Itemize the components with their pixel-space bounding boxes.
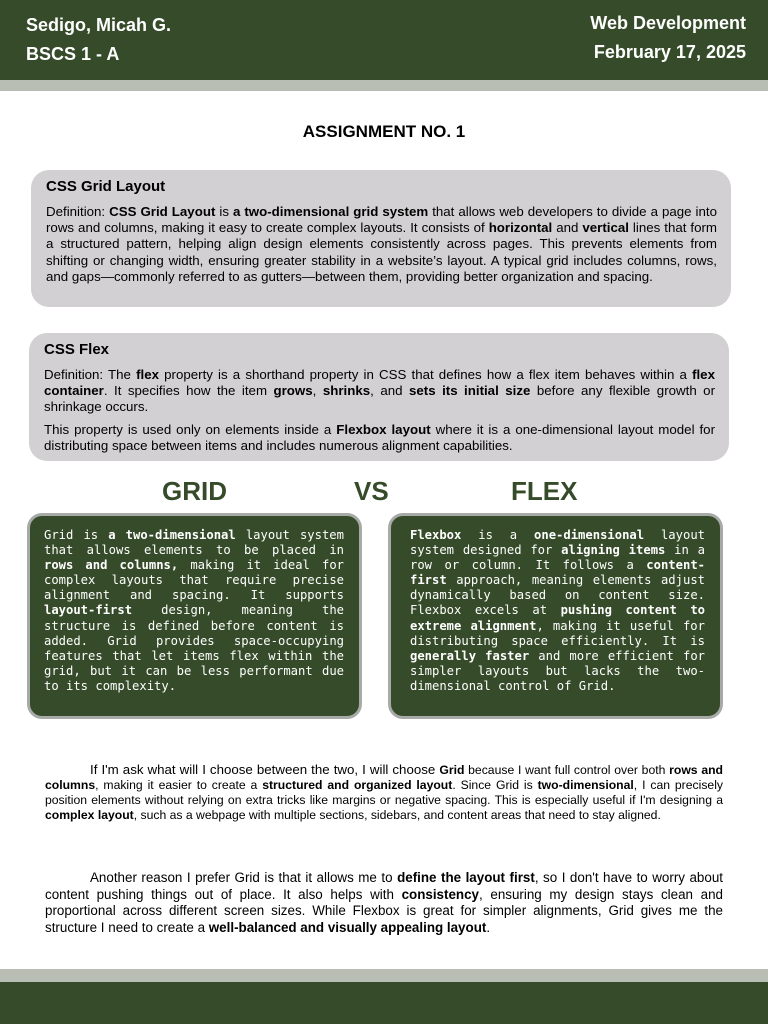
- reason-paragraph: Another reason I prefer Grid is that it allows me to define the layout first, so I don't have to worry about content pushing things out of place. It also helps with consistency, ensuring my design stays clean and proportional across different screen sizes. While Flexbox is great for simpler alignments, Grid gives me the structure I need to create a well-balanced and visually appealing layout.: [45, 870, 723, 935]
- flex-card-title: CSS Flex: [44, 341, 110, 358]
- grid-summary-box: Grid is a two-dimensional layout system that allows elements to be placed in rows and columns, making it ideal for complex layouts that require precise alignment and spacing. It supports layout-first design, meaning the structure is defined before content is added. Grid provides space-occupying features that let items flex within the grid, but it can be less performant due to its complexity.: [27, 513, 362, 719]
- footer-divider: [0, 969, 768, 982]
- choice-paragraph: If I'm ask what will I choose between the two, I will choose Grid because I want full control over both rows and columns, making it easier to create a structured and organized layout. Since Grid is two-dimensional, I can precisely position elements without relying on extra tricks like margins or negative spacing. This is especially useful if I'm designing a complex layout, such as a webpage with multiple sections, sidebars, and content areas that need to stay aligned.: [45, 762, 723, 823]
- header-divider: [0, 80, 768, 91]
- flex-card: [29, 333, 729, 461]
- footer-bar: [0, 982, 768, 1024]
- flex-card-usage: This property is used only on elements inside a Flexbox layout where it is a one-dimensional layout model for distributing space between items and includes numerous alignment capabilities.: [44, 421, 716, 453]
- vs-heading: VS: [354, 476, 389, 506]
- grid-card-definition: Definition: CSS Grid Layout is a two-dimensional grid system that allows web developers to divide a page into rows and columns, making it easy to create complex layouts. It consists of horizontal and vertical lines that form a structured pattern, helping align design elements consistently across pages. This prevents elements from shifting or changing width, ensuring greater stability in a website’s layout. A typical grid includes columns, rows, and gaps—commonly referred to as gutters—between them, providing better organization and spacing.: [46, 204, 718, 284]
- course-name: Web Development: [590, 13, 746, 33]
- grid-heading: GRID: [162, 476, 227, 506]
- grid-layout-card: [31, 170, 731, 307]
- header-bar: [0, 0, 768, 80]
- page-title: ASSIGNMENT NO. 1: [302, 122, 466, 141]
- flex-summary-box: Flexbox is a one-dimensional layout system designed for aligning items in a row or column. It follows a content-first approach, meaning elements adjust dynamically based on content size. Flexbox excels at pushing content to extreme alignment, making it useful for distributing space efficiently. It is generally faster and more efficient for simpler layouts but lacks the two-dimensional control of Grid.: [388, 513, 723, 719]
- submission-date: February 17, 2025: [593, 42, 746, 62]
- grid-card-title: CSS Grid Layout: [46, 178, 166, 195]
- flex-heading: FLEX: [511, 476, 578, 506]
- flex-card-definition: Definition: The flex property is a shorthand property in CSS that defines how a flex item behaves within a flex container. It specifies how the item grows, shrinks, and sets its initial size before any flexible growth or shrinkage occurs.: [44, 367, 716, 415]
- student-name: Sedigo, Micah G.: [26, 15, 172, 35]
- student-section: BSCS 1 - A: [26, 44, 120, 64]
